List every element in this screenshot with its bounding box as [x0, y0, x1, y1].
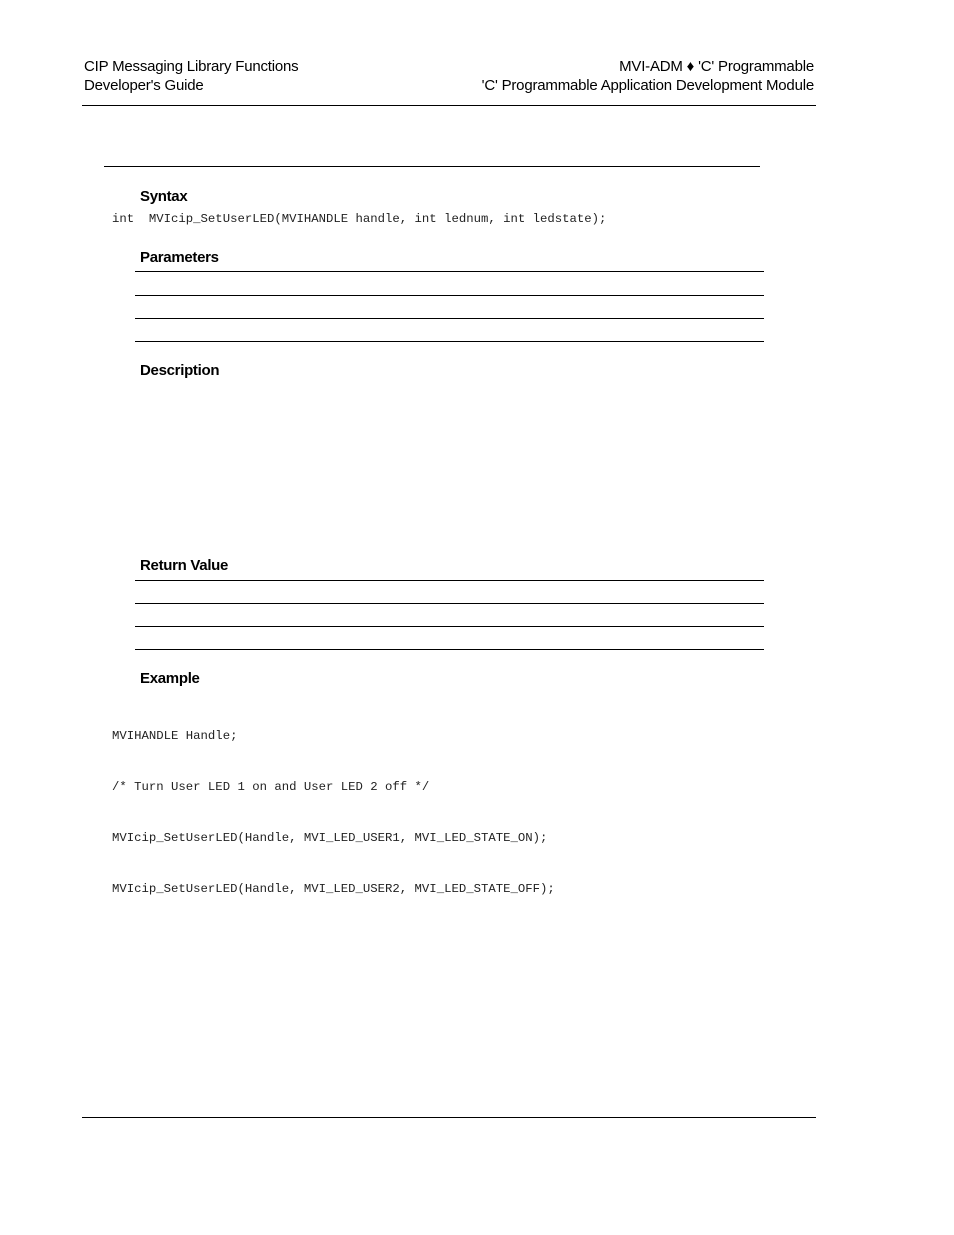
syntax-code: int MVIcip_SetUserLED(MVIHANDLE handle, int lednum, int ledstate);	[112, 212, 607, 226]
parameters-table-rule	[135, 271, 764, 272]
parameters-heading: Parameters	[140, 249, 219, 266]
return-value-table-rule	[135, 626, 764, 627]
example-code-block	[112, 694, 555, 932]
parameters-table-rule	[135, 318, 764, 319]
parameters-table-rule	[135, 341, 764, 342]
footer-rule	[82, 1117, 816, 1118]
example-heading: Example	[140, 670, 200, 687]
header-rule	[82, 105, 816, 106]
return-value-table-rule	[135, 580, 764, 581]
return-value-heading: Return Value	[140, 557, 229, 574]
header-right	[482, 57, 814, 95]
header-doc-subtitle: Developer's Guide	[84, 77, 204, 94]
header-doc-title: CIP Messaging Library Functions	[84, 58, 299, 75]
function-title-rule	[104, 166, 760, 167]
description-heading: Description	[140, 362, 220, 379]
header-left	[84, 57, 298, 95]
example-code-line: /* Turn User LED 1 on and User LED 2 off */	[112, 780, 430, 794]
example-code-line: MVIcip_SetUserLED(Handle, MVI_LED_USER2, MVI_LED_STATE_OFF);	[112, 882, 555, 896]
parameters-table-rule	[135, 295, 764, 296]
return-value-table-rule	[135, 649, 764, 650]
example-code-line: MVIHANDLE Handle;	[112, 729, 238, 743]
header-product-title: MVI-ADM ♦ 'C' Programmable	[619, 58, 814, 75]
example-code-line: MVIcip_SetUserLED(Handle, MVI_LED_USER1, MVI_LED_STATE_ON);	[112, 831, 548, 845]
syntax-heading: Syntax	[140, 188, 188, 205]
return-value-table-rule	[135, 603, 764, 604]
header-product-subtitle: 'C' Programmable Application Development Module	[481, 77, 814, 94]
